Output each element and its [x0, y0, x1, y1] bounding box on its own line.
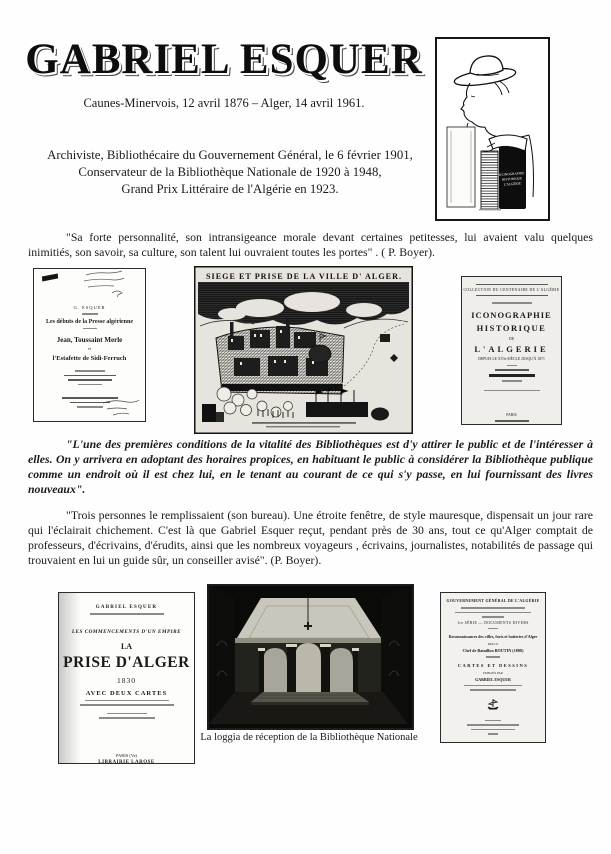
imprint-publisher: LIBRAIRIE LAROSE [98, 759, 155, 764]
cover-iconographie [461, 276, 562, 425]
cover-prise-dalger [58, 592, 195, 764]
doc-author: Chef de Bataillon BOUTIN (1808) [462, 648, 524, 653]
doc-header: GOUVERNEMENT GÉNÉRAL DE L'ALGÉRIE [446, 599, 540, 603]
credential-line: Conservateur de la Bibliothèque Nationale de 1920 à 1948, [78, 165, 382, 179]
doc-section: CARTES ET DESSINS [457, 662, 529, 668]
doc-publies: PUBLIÉS PAR [483, 670, 503, 675]
page-title: GABRIEL ESQUER [25, 36, 423, 83]
credential-line: Archiviste, Bibliothécaire du Gouvernement Général, le 6 février 1901, [47, 148, 413, 162]
doc-parle: PAR LE [487, 642, 499, 646]
work-title: Jean, Toussaint Merle [56, 336, 123, 344]
cover-title-line: L'ALGERIE [474, 343, 549, 354]
portrait-drawing [437, 39, 544, 215]
spine-label-line: L'ALGÉRIE [503, 181, 522, 187]
quote-esquer-libraries: "L'une des premières conditions de la vitalité des Bibliothèques est d'y attirer le public et de l'intéresser à elles. On y arrivera en adoptant des horaires propices, en habituant le public à considérer la Bibliothèque publique comme un endroit où il est chez lui, en le tenant au courant de ce qui s'y passe, en lui fournissant des livres nouveaux". [28, 437, 593, 496]
engraving-title: SIEGE ET PRISE DE LA VILLE D' ALGER. [206, 272, 402, 281]
cover-title-line: LA [120, 641, 133, 651]
cover-title-line: HISTORIQUE [476, 322, 547, 333]
portrait-figure [435, 37, 550, 221]
cover-subtitle: DEPUIS LE XVIe SIÈCLE JUSQU'À 1871 [478, 356, 545, 361]
series-title: LES COMMENCEMENTS D'UN EMPIRE [71, 628, 182, 635]
spine-label-line: HISTORIQUE [501, 176, 523, 182]
author-line: GABRIEL ESQUER [95, 605, 158, 610]
handwriting-icon [84, 271, 124, 297]
doc-editor: GABRIEL ESQUER [475, 676, 511, 682]
doc-series: 1re SÉRIE — DOCUMENTS DIVERS [457, 620, 529, 625]
spine-label-line: ICONOGRAPHIE [498, 171, 525, 177]
cover-title-line: DE [508, 335, 515, 341]
engraving-siege-alger [194, 266, 413, 434]
cover-boutin-reconnaissances [440, 592, 546, 743]
cover-title: PRISE D'ALGER [63, 653, 190, 671]
photo-caption: La loggia de réception de la Bibliothèque Nationale [200, 732, 418, 743]
life-dates: Caunes-Minervois, 12 avril 1876 – Alger, 14 avril 1961. [83, 96, 365, 110]
dedication-marks [34, 269, 144, 303]
signature-icon [99, 397, 143, 419]
stamp-mark [42, 273, 58, 281]
loggia-drawing [209, 586, 408, 724]
work-title-2: l'Estafette de Sidi-Ferruch [52, 355, 127, 362]
cover-note: AVEC DEUX CARTES [85, 689, 168, 697]
cover-title-line: ICONOGRAPHIE [471, 309, 552, 320]
cover-presse-algerienne [33, 268, 146, 422]
quote-boyer-2: "Trois personnes le remplissaient (son bureau). Une étroite fenêtre, de style mauresque, dispensait un jour rare qui l'éclairait chichement. C'est là que Gabriel Esquer reçut, pendant près de 30 ans, tout ce qu'Alger comptait de professeurs, d'écrivains, d'érudits, ainsi que les nombreux voyageurs , écrivains, journalistes, notabilités de passage qui trouvaient en lui un guide sûr, un conseiller avisé". (P. Boyer). [28, 508, 593, 567]
author-line: G. ESQUER [73, 305, 106, 310]
quote-boyer-1: "Sa forte personnalité, son intransigeance morale devant certaines petitesses, lui avaient valu quelques inimitiés, son savoir, sa culture, son talent lui ouvraient toutes les portes" . ( P. Boyer). [28, 230, 593, 259]
photo-loggia [207, 584, 414, 730]
credentials-block [28, 147, 432, 198]
imprint-city: PARIS (Ve) [115, 752, 138, 758]
conjunction: et [88, 346, 91, 351]
engraving-drawing [194, 266, 413, 434]
doc-title: Reconnaissances des villes, forts et batteries d'Alger [448, 634, 538, 639]
imprint-city: PARIS [506, 413, 517, 417]
series-title: Les débuts de la Presse algérienne [45, 318, 134, 325]
collection-line: COLLECTION DU CENTENAIRE DE L'ALGÉRIE [463, 288, 560, 292]
credential-line: Grand Prix Littéraire de l'Algérie en 1923. [121, 182, 339, 196]
printers-mark-icon [486, 697, 500, 710]
cover-year: 1830 [117, 675, 136, 685]
